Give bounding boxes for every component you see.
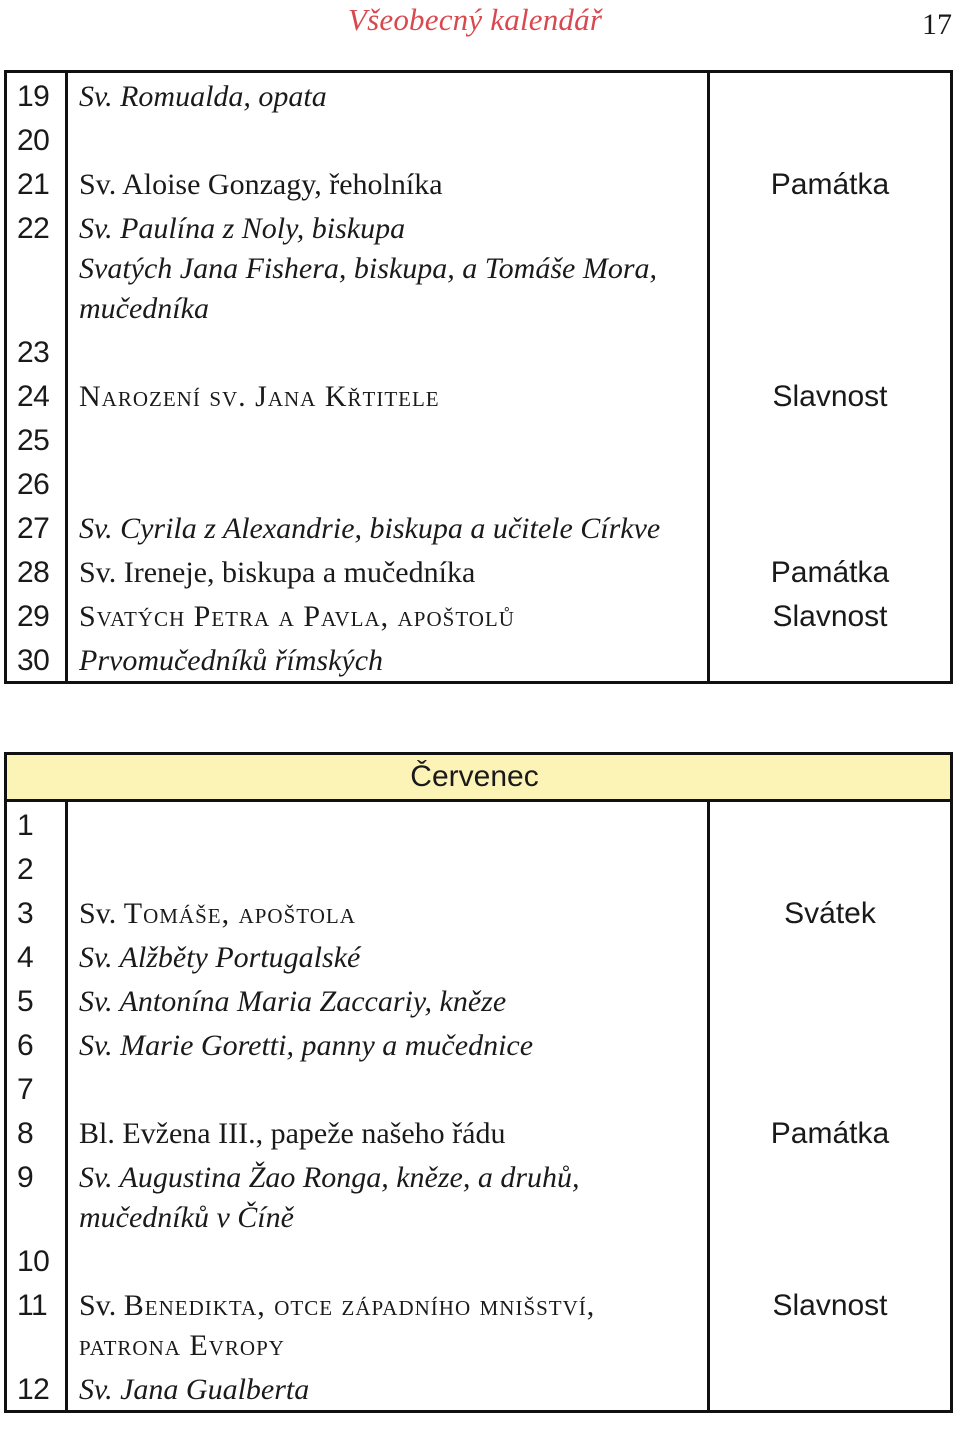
celebration-smallcaps: Benedikta, otce západního mnišství, — [123, 1289, 596, 1322]
month-title: Červenec — [410, 760, 539, 793]
calendar-row — [6, 1154, 952, 1238]
celebration-name — [67, 1066, 709, 1110]
month-header — [6, 754, 952, 801]
day-number: 2 — [6, 846, 67, 890]
day-number: 3 — [6, 890, 67, 934]
celebration-line — [79, 333, 707, 373]
celebration-name — [67, 417, 709, 461]
day-number: 26 — [6, 461, 67, 505]
calendar-row — [6, 373, 952, 417]
running-header — [0, 0, 960, 60]
calendar-row — [6, 934, 952, 978]
celebration-smallcaps: Tomáše, apoštola — [123, 897, 356, 930]
liturgical-rank: Slavnost — [709, 373, 952, 417]
celebration-name — [67, 117, 709, 161]
liturgical-rank — [709, 461, 952, 505]
celebration-line: Sv. Marie Goretti, panny a mučednice — [79, 1029, 534, 1062]
celebration-prefix: Sv. — [79, 1289, 124, 1322]
celebration-name — [67, 1282, 709, 1366]
day-number: 12 — [6, 1366, 67, 1412]
day-number: 6 — [6, 1022, 67, 1066]
celebration-line: Sv. Antonína Maria Zaccariy, kněze — [79, 985, 507, 1018]
calendar-row — [6, 329, 952, 373]
liturgical-rank: Slavnost — [709, 593, 952, 637]
liturgical-rank — [709, 637, 952, 683]
page-number: 17 — [922, 8, 952, 41]
celebration-line — [79, 1070, 707, 1110]
liturgical-rank — [709, 1066, 952, 1110]
celebration-name — [67, 846, 709, 890]
calendar-row — [6, 505, 952, 549]
celebration-name — [67, 593, 709, 637]
day-number: 27 — [6, 505, 67, 549]
celebration-name — [67, 978, 709, 1022]
day-number: 11 — [6, 1282, 67, 1366]
celebration-line — [79, 465, 707, 505]
calendar-row — [6, 1282, 952, 1366]
celebration-line: Sv. Jana Gualberta — [79, 1373, 310, 1406]
celebration-line: Sv. Aloise Gonzagy, řeholníka — [79, 168, 443, 201]
celebration-smallcaps: patrona Evropy — [79, 1329, 285, 1362]
day-number: 9 — [6, 1154, 67, 1238]
celebration-line — [79, 1286, 707, 1326]
calendar-row — [6, 890, 952, 934]
calendar-row — [6, 1238, 952, 1282]
running-title: Všeobecný kalendář — [348, 2, 603, 37]
celebration-line: Sv. Augustina Žao Ronga, kněze, a druhů, — [79, 1161, 580, 1194]
liturgical-rank — [709, 329, 952, 373]
celebration-line — [79, 421, 707, 461]
celebration-line: Svatých Jana Fishera, biskupa, a Tomáše Mora, — [79, 252, 657, 285]
day-number: 4 — [6, 934, 67, 978]
calendar-row — [6, 593, 952, 637]
liturgical-rank — [709, 205, 952, 329]
day-number: 23 — [6, 329, 67, 373]
celebration-line — [79, 850, 707, 890]
day-number: 25 — [6, 417, 67, 461]
liturgical-rank — [709, 1154, 952, 1238]
day-number: 20 — [6, 117, 67, 161]
liturgical-rank: Památka — [709, 161, 952, 205]
calendar-row — [6, 637, 952, 683]
day-number: 22 — [6, 205, 67, 329]
liturgical-rank — [709, 1238, 952, 1282]
calendar-row — [6, 1022, 952, 1066]
day-number: 10 — [6, 1238, 67, 1282]
day-number: 5 — [6, 978, 67, 1022]
celebration-name — [67, 505, 709, 549]
day-number: 21 — [6, 161, 67, 205]
liturgical-rank — [709, 978, 952, 1022]
liturgical-rank: Památka — [709, 549, 952, 593]
liturgical-rank — [709, 801, 952, 847]
celebration-name — [67, 549, 709, 593]
day-number: 7 — [6, 1066, 67, 1110]
liturgical-rank — [709, 117, 952, 161]
day-number: 24 — [6, 373, 67, 417]
celebration-line — [79, 1242, 707, 1282]
june-calendar-table — [4, 70, 953, 684]
celebration-line — [79, 806, 707, 846]
celebration-line — [79, 121, 707, 161]
liturgical-rank — [709, 934, 952, 978]
celebration-line — [79, 894, 707, 934]
calendar-row — [6, 1110, 952, 1154]
celebration-smallcaps: Narození sv. Jana Křtitele — [79, 380, 440, 413]
day-number: 19 — [6, 72, 67, 118]
calendar-row — [6, 978, 952, 1022]
celebration-line: Bl. Evžena III., papeže našeho řádu — [79, 1117, 506, 1150]
celebration-line: Sv. Alžběty Portugalské — [79, 941, 361, 974]
calendar-row — [6, 161, 952, 205]
celebration-name — [67, 461, 709, 505]
liturgical-rank — [709, 846, 952, 890]
celebration-line: Sv. Romualda, opata — [79, 80, 327, 113]
calendar-row — [6, 72, 952, 118]
calendar-row — [6, 801, 952, 847]
celebration-smallcaps: Svatých Petra a Pavla, apoštolů — [79, 600, 515, 633]
calendar-row — [6, 1366, 952, 1412]
celebration-line — [79, 1326, 707, 1366]
celebration-name — [67, 161, 709, 205]
july-calendar-table — [4, 752, 953, 1413]
calendar-row — [6, 846, 952, 890]
liturgical-rank — [709, 72, 952, 118]
liturgical-rank — [709, 505, 952, 549]
day-number: 8 — [6, 1110, 67, 1154]
celebration-line: mučedníků v Číně — [79, 1201, 294, 1234]
celebration-name — [67, 72, 709, 118]
liturgical-rank — [709, 417, 952, 461]
celebration-name — [67, 637, 709, 683]
calendar-row — [6, 549, 952, 593]
celebration-line: mučedníka — [79, 292, 209, 325]
celebration-name — [67, 373, 709, 417]
celebration-name — [67, 1022, 709, 1066]
day-number: 1 — [6, 801, 67, 847]
celebration-name — [67, 205, 709, 329]
celebration-line: Sv. Ireneje, biskupa a mučedníka — [79, 556, 476, 589]
celebration-line: Sv. Cyrila z Alexandrie, biskupa a učitele Církve — [79, 512, 661, 545]
celebration-name — [67, 1238, 709, 1282]
day-number: 28 — [6, 549, 67, 593]
celebration-line — [79, 377, 707, 417]
celebration-name — [67, 890, 709, 934]
liturgical-rank: Slavnost — [709, 1282, 952, 1366]
liturgical-rank — [709, 1366, 952, 1412]
celebration-name — [67, 1154, 709, 1238]
calendar-row — [6, 461, 952, 505]
calendar-row — [6, 205, 952, 329]
celebration-name — [67, 1110, 709, 1154]
liturgical-rank: Památka — [709, 1110, 952, 1154]
liturgical-rank — [709, 1022, 952, 1066]
celebration-line — [79, 597, 707, 637]
celebration-name — [67, 801, 709, 847]
celebration-name — [67, 934, 709, 978]
celebration-prefix: Sv. — [79, 897, 124, 930]
calendar-row — [6, 417, 952, 461]
liturgical-rank: Svátek — [709, 890, 952, 934]
celebration-line: Prvomučedníků římských — [79, 644, 384, 677]
celebration-name — [67, 1366, 709, 1412]
celebration-line: Sv. Paulína z Noly, biskupa — [79, 212, 406, 245]
day-number: 29 — [6, 593, 67, 637]
day-number: 30 — [6, 637, 67, 683]
calendar-row — [6, 117, 952, 161]
celebration-name — [67, 329, 709, 373]
month-header-row — [6, 754, 952, 801]
calendar-row — [6, 1066, 952, 1110]
